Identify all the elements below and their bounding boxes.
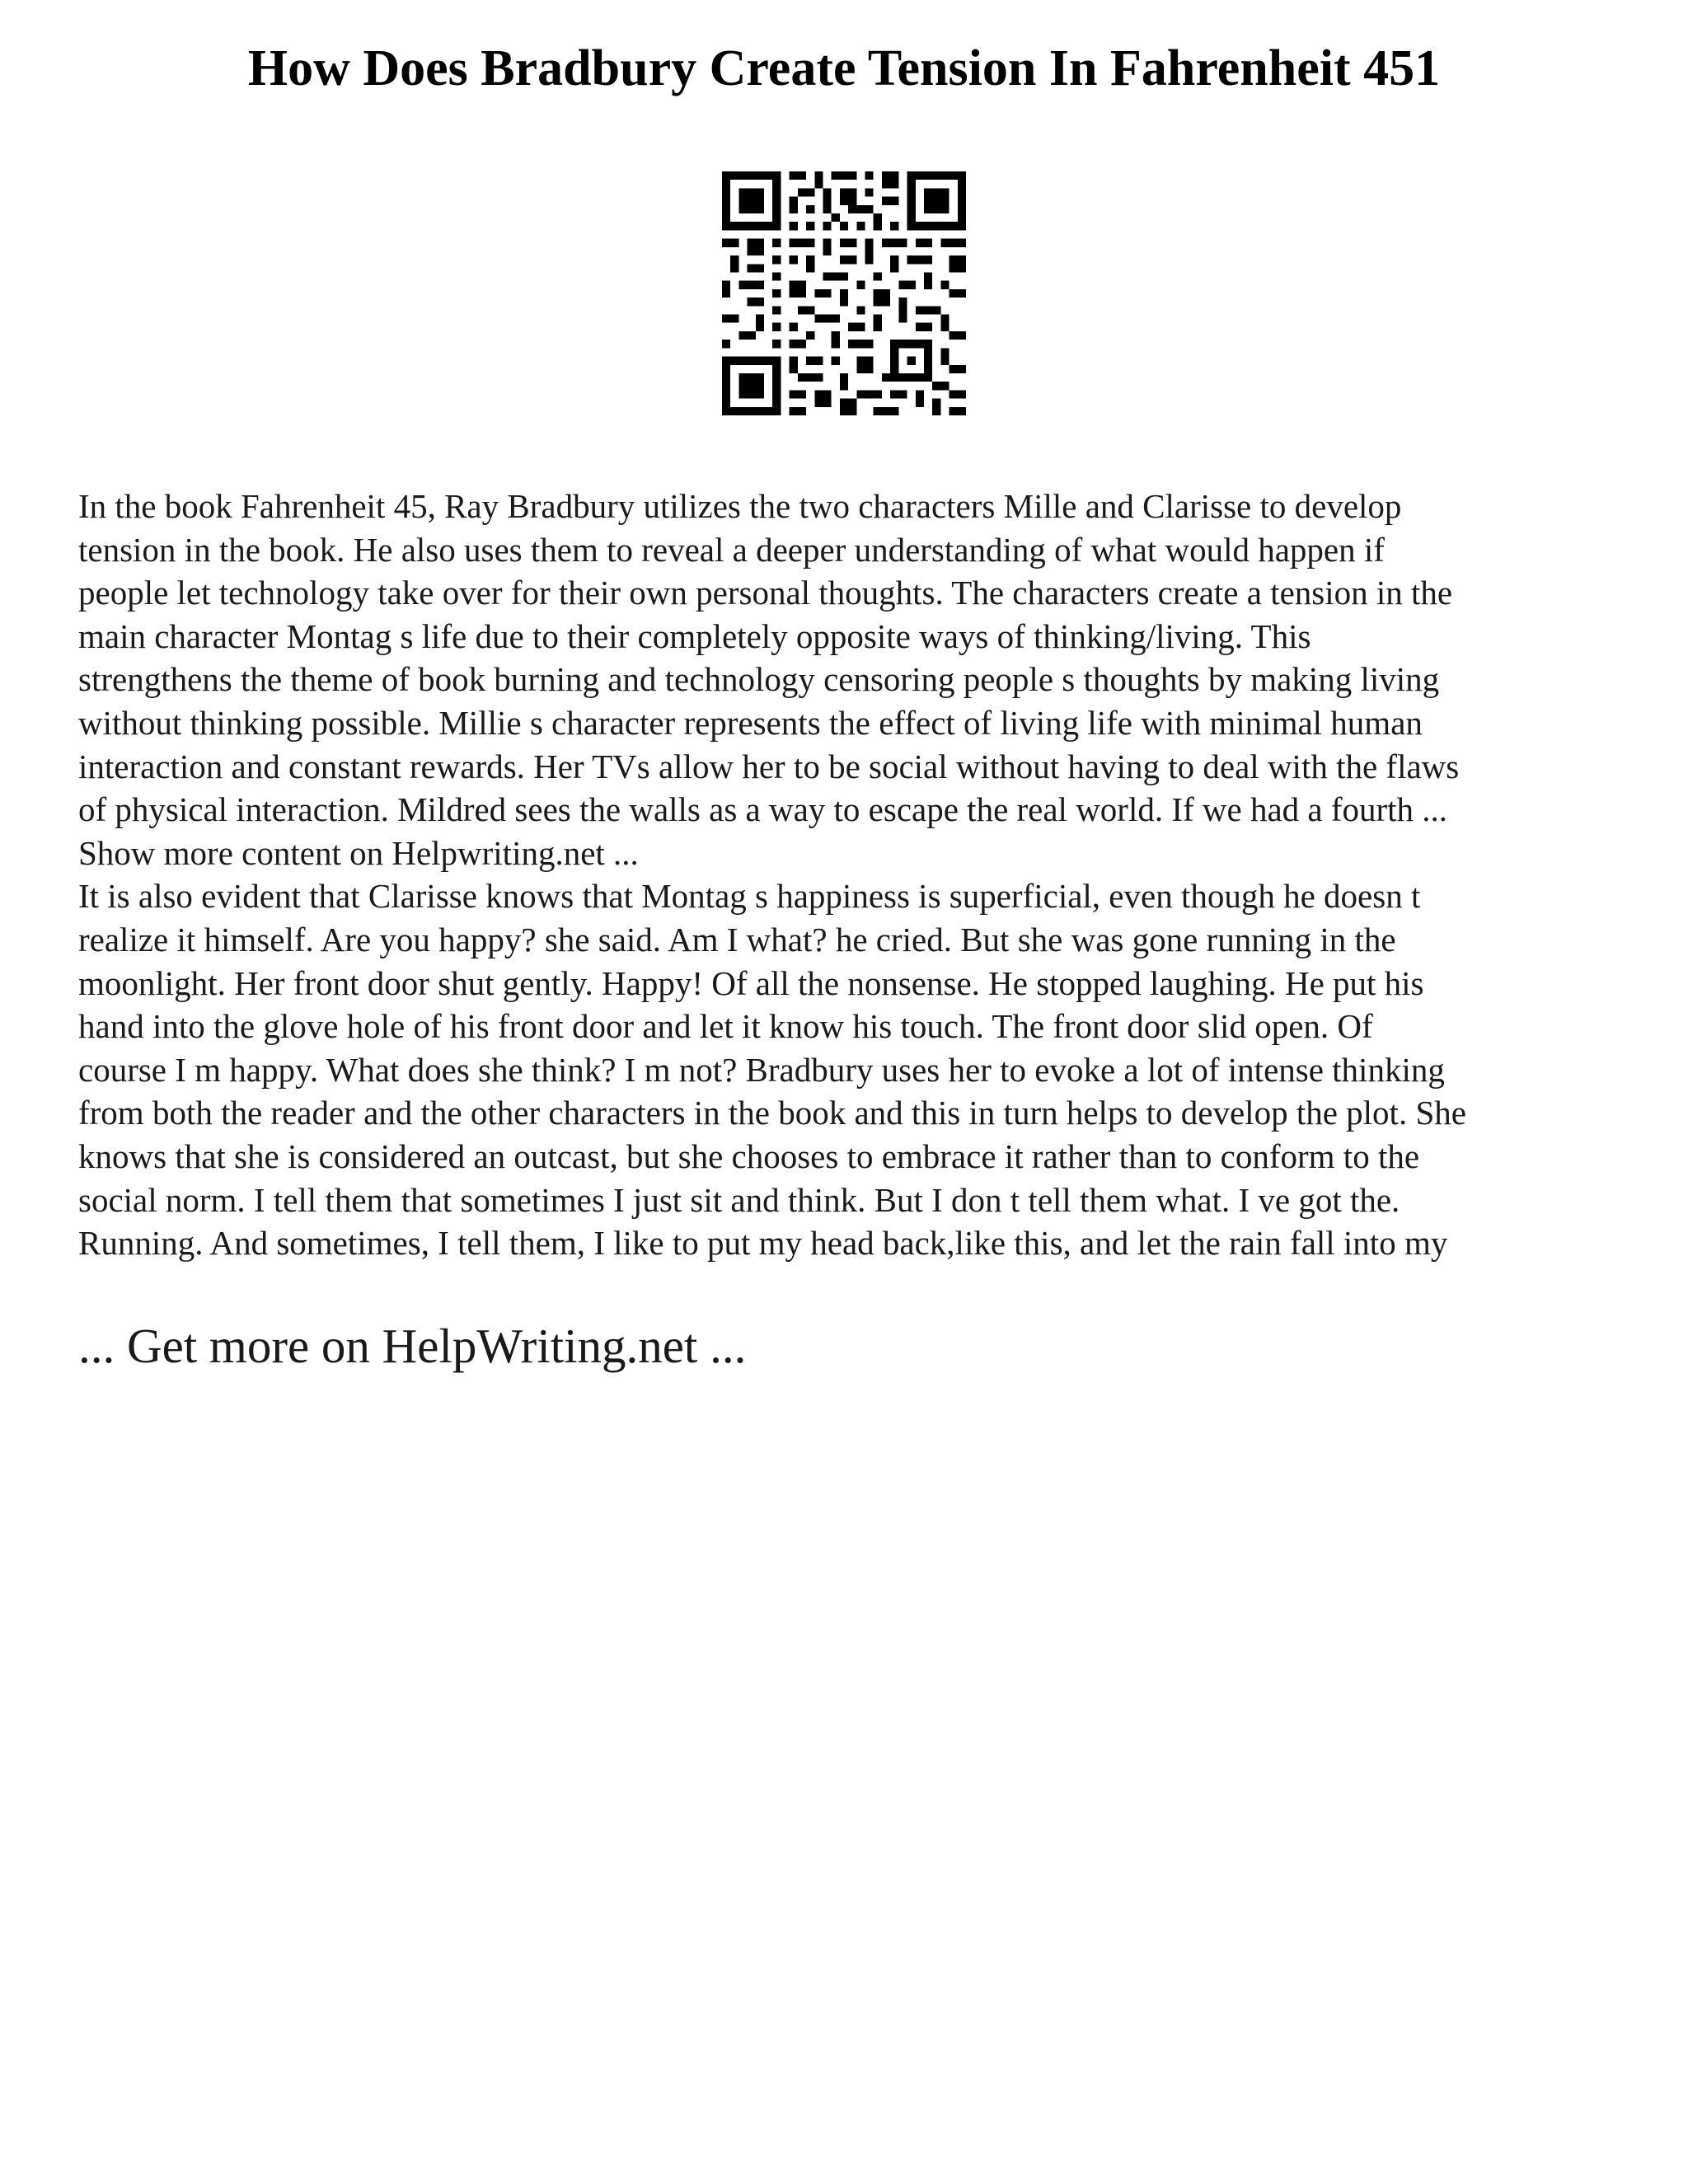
page-title: How Does Bradbury Create Tension In Fahrenheit 451 <box>247 40 1441 96</box>
body-line: from both the reader and the other characters in the book and this in turn helps to develop the plot. She <box>78 1094 1466 1132</box>
body-line: course I m happy. What does she think? I m not? Bradbury uses her to evoke a lot of intense thinking <box>78 1050 1445 1089</box>
body-line: interaction and constant rewards. Her TVs allow her to be social without having to deal with the flaws <box>78 747 1460 785</box>
body-line: Running. And sometimes, I tell them, I like to put my head back,like this, and let the rain fall into my <box>78 1224 1448 1263</box>
body-line: tension in the book. He also uses them to reveal a deeper understanding of what would happen if <box>78 530 1385 569</box>
article-body <box>78 485 1628 1265</box>
body-line: hand into the glove hole of his front door and let it know his touch. The front door slid open. Of <box>78 1007 1373 1046</box>
get-more-link[interactable]: ... Get more on HelpWriting.net ... <box>78 1319 747 1373</box>
body-line: realize it himself. Are you happy? she said. Am I what? he cried. But she was gone running in the <box>78 920 1396 958</box>
body-line: social norm. I tell them that sometimes I just sit and think. But I don t tell them what. I ve got the. <box>78 1180 1400 1219</box>
body-line: without thinking possible. Millie s character represents the effect of living life with minimal human <box>78 703 1423 742</box>
body-line: In the book Fahrenheit 45, Ray Bradbury utilizes the two characters Mille and Clarisse to develop <box>78 487 1402 525</box>
show-more-link[interactable]: Show more content on Helpwriting.net ... <box>78 833 639 872</box>
body-line: strengthens the theme of book burning and technology censoring people s thoughts by making living <box>78 660 1440 699</box>
qr-code-icon <box>722 171 966 415</box>
body-line: of physical interaction. Mildred sees the walls as a way to escape the real world. If we had a fourth ... <box>78 790 1448 829</box>
body-line: moonlight. Her front door shut gently. Happy! Of all the nonsense. He stopped laughing. He put his <box>78 963 1424 1002</box>
body-line: knows that she is considered an outcast, but she chooses to embrace it rather than to conform to the <box>78 1137 1420 1175</box>
body-line: main character Montag s life due to their completely opposite ways of thinking/living. This <box>78 616 1311 655</box>
body-line: It is also evident that Clarisse knows that Montag s happiness is superficial, even though he doesn t <box>78 877 1421 916</box>
body-line: people let technology take over for their own personal thoughts. The characters create a tension in the <box>78 574 1453 612</box>
